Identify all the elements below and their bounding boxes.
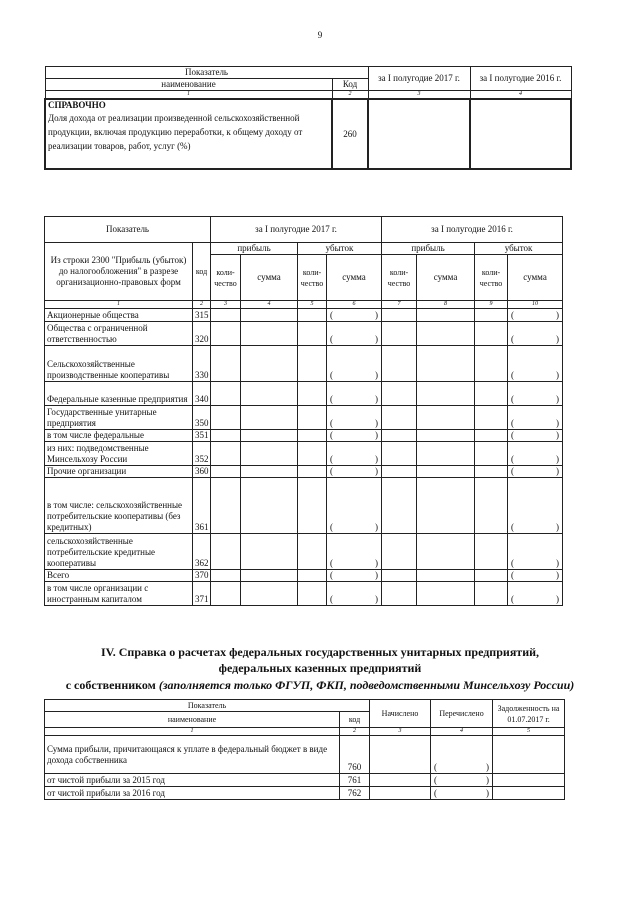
table-row — [45, 382, 563, 406]
col-num: 3 — [370, 728, 431, 736]
section-title-bold: с собственником — [65, 678, 156, 692]
header-sum: сумма — [241, 255, 298, 301]
value-cell[interactable] — [475, 534, 508, 570]
row-name: в том числе организации с иностранным капиталом — [45, 582, 193, 606]
header-accrued: Начислено — [370, 700, 431, 728]
value-cell[interactable] — [417, 346, 475, 382]
value-cell[interactable] — [211, 582, 241, 606]
header-loss: убыток — [298, 243, 382, 255]
value-cell[interactable] — [241, 309, 298, 322]
row-code: 330 — [193, 346, 211, 382]
value-cell[interactable] — [382, 442, 417, 466]
section-title-note: (заполняется только ФГУП, ФКП, подведомственными Минсельхозу России) — [158, 678, 575, 692]
header-sum: сумма — [327, 255, 382, 301]
value-cell[interactable] — [211, 406, 241, 430]
table-row — [45, 478, 563, 534]
header-transferred: Перечислено — [431, 700, 493, 728]
value-cell[interactable] — [382, 309, 417, 322]
header-loss: убыток — [475, 243, 563, 255]
value-cell[interactable] — [382, 430, 417, 442]
col-num: 2 — [332, 91, 368, 100]
header-qty: коли-чество — [211, 255, 241, 301]
col-num: 9 — [475, 301, 508, 309]
value-cell[interactable] — [370, 774, 431, 787]
value-cell[interactable] — [382, 406, 417, 430]
value-cell[interactable] — [211, 309, 241, 322]
header-profit: прибыль — [382, 243, 475, 255]
table-row — [45, 570, 563, 582]
row-name: Сельскохозяйственные производственные кооперативы — [45, 346, 193, 382]
value-cell[interactable] — [475, 382, 508, 406]
reference-title: СПРАВОЧНО — [48, 100, 106, 110]
header-profit: прибыль — [211, 243, 298, 255]
value-cell[interactable] — [382, 466, 417, 478]
reference-text: Доля дохода от реализации произведенной сельскохозяйственной продукции, включая продукцию переработки, к общему доходу от реализации товаров, работ, услуг (%) — [48, 113, 303, 151]
value-cell[interactable] — [298, 406, 327, 430]
value-cell[interactable] — [298, 346, 327, 382]
value-cell[interactable] — [475, 309, 508, 322]
row-name: из них: подведомственные Минсельхозу России — [45, 442, 193, 466]
value-cell[interactable] — [368, 99, 470, 169]
value-cell[interactable] — [475, 582, 508, 606]
loss-sum-cell[interactable]: ( ) — [327, 442, 382, 466]
value-cell[interactable] — [211, 570, 241, 582]
header-period-2016: за I полугодие 2016 г. — [470, 67, 571, 91]
value-cell[interactable] — [241, 322, 298, 346]
value-cell[interactable] — [211, 534, 241, 570]
row-code: 361 — [193, 478, 211, 534]
value-cell[interactable] — [417, 442, 475, 466]
header-indicator: Показатель — [45, 217, 211, 243]
value-cell[interactable] — [298, 582, 327, 606]
value-cell[interactable] — [470, 99, 571, 169]
value-cell[interactable] — [493, 736, 565, 774]
row-name: Акционерные общества — [45, 309, 193, 322]
col-num: 2 — [340, 728, 370, 736]
col-num: 4 — [431, 728, 493, 736]
value-cell[interactable] — [417, 406, 475, 430]
transferred-cell[interactable]: ( ) — [431, 736, 493, 774]
value-cell[interactable] — [417, 430, 475, 442]
row-code: 350 — [193, 406, 211, 430]
col-num: 2 — [193, 301, 211, 309]
col-num: 5 — [493, 728, 565, 736]
row-code: 351 — [193, 430, 211, 442]
header-period-2017: за I полугодие 2017 г. — [211, 217, 382, 243]
value-cell[interactable] — [298, 534, 327, 570]
value-cell[interactable] — [298, 309, 327, 322]
row-name: Сумма прибыли, причитающаяся к уплате в федеральный бюджет в виде дохода собственника — [45, 736, 340, 774]
value-cell[interactable] — [475, 570, 508, 582]
value-cell[interactable] — [298, 466, 327, 478]
value-cell[interactable] — [241, 466, 298, 478]
table-row — [45, 787, 565, 800]
loss-sum-cell[interactable]: ( ) — [508, 534, 563, 570]
loss-sum-cell[interactable]: ( ) — [327, 309, 382, 322]
row-name: в том числе федеральные — [45, 430, 193, 442]
value-cell[interactable] — [475, 466, 508, 478]
value-cell[interactable] — [475, 322, 508, 346]
loss-sum-cell[interactable]: ( ) — [327, 322, 382, 346]
header-indicator: Показатель — [45, 67, 368, 79]
value-cell[interactable] — [241, 430, 298, 442]
loss-sum-cell[interactable]: ( ) — [327, 430, 382, 442]
table-row — [45, 736, 565, 774]
row-name: Прочие организации — [45, 466, 193, 478]
value-cell[interactable] — [382, 582, 417, 606]
header-qty: коли-чество — [298, 255, 327, 301]
col-num: 8 — [417, 301, 475, 309]
header-period-2016: за I полугодие 2016 г. — [382, 217, 563, 243]
loss-sum-cell[interactable]: ( ) — [508, 442, 563, 466]
row-code: 762 — [340, 787, 370, 800]
table-row — [45, 322, 563, 346]
section-title-line1: IV. Справка о расчетах федеральных государственных унитарных предприятий, — [100, 645, 540, 659]
value-cell[interactable] — [382, 382, 417, 406]
row-name: Общества с ограниченной ответственностью — [45, 322, 193, 346]
row-code: 360 — [193, 466, 211, 478]
col-num: 3 — [368, 91, 470, 100]
value-cell[interactable] — [382, 534, 417, 570]
value-cell[interactable] — [211, 466, 241, 478]
value-cell[interactable] — [241, 406, 298, 430]
table-row — [45, 442, 563, 466]
value-cell[interactable] — [241, 346, 298, 382]
col-num: 4 — [470, 91, 571, 100]
value-cell[interactable] — [211, 430, 241, 442]
transferred-cell[interactable]: ( ) — [431, 787, 493, 800]
table-row — [45, 406, 563, 430]
header-qty: коли-чество — [475, 255, 508, 301]
col-num: 10 — [508, 301, 563, 309]
value-cell[interactable] — [241, 478, 298, 534]
value-cell[interactable] — [298, 430, 327, 442]
value-cell[interactable] — [382, 322, 417, 346]
value-cell[interactable] — [417, 309, 475, 322]
value-cell[interactable] — [382, 570, 417, 582]
value-cell[interactable] — [298, 478, 327, 534]
row-name: в том числе: сельскохозяйственные потребительские кооперативы (без кредитных) — [45, 478, 193, 534]
section-title-line2: федеральных казенных предприятий — [218, 661, 422, 675]
row-code: 352 — [193, 442, 211, 466]
page-number: 9 — [317, 30, 323, 40]
value-cell[interactable] — [382, 346, 417, 382]
value-cell[interactable] — [475, 406, 508, 430]
loss-sum-cell[interactable]: ( ) — [327, 570, 382, 582]
table-row — [45, 466, 563, 478]
profit-loss-table — [44, 216, 563, 606]
value-cell[interactable] — [241, 570, 298, 582]
header-indicator: Показатель — [45, 700, 370, 712]
row-code: 761 — [340, 774, 370, 787]
row-code: 362 — [193, 534, 211, 570]
loss-sum-cell[interactable]: ( ) — [508, 309, 563, 322]
section-title-line3 — [0, 678, 640, 693]
row-code: 370 — [193, 570, 211, 582]
col-num: 7 — [382, 301, 417, 309]
loss-sum-cell[interactable]: ( ) — [508, 430, 563, 442]
loss-sum-cell[interactable]: ( ) — [327, 382, 382, 406]
loss-sum-cell[interactable]: ( ) — [508, 478, 563, 534]
header-qty: коли-чество — [382, 255, 417, 301]
value-cell[interactable] — [241, 442, 298, 466]
row-code: 760 — [340, 736, 370, 774]
value-cell[interactable] — [211, 382, 241, 406]
loss-sum-cell[interactable]: ( ) — [327, 466, 382, 478]
value-cell[interactable] — [211, 478, 241, 534]
reference-code: 260 — [332, 99, 368, 169]
value-cell[interactable] — [211, 346, 241, 382]
header-description: Из строки 2300 "Прибыль (убыток) до налогообложения" в разрезе организационно-правовых форм — [45, 243, 193, 301]
row-code: 315 — [193, 309, 211, 322]
value-cell[interactable] — [298, 570, 327, 582]
value-cell[interactable] — [417, 534, 475, 570]
col-num: 4 — [241, 301, 298, 309]
reference-row — [45, 99, 332, 169]
owner-settlements-table — [44, 699, 565, 800]
table-row — [45, 309, 563, 322]
value-cell[interactable] — [475, 442, 508, 466]
value-cell[interactable] — [493, 774, 565, 787]
value-cell[interactable] — [417, 582, 475, 606]
value-cell[interactable] — [417, 466, 475, 478]
col-num: 3 — [211, 301, 241, 309]
row-name: от чистой прибыли за 2015 год — [45, 774, 340, 787]
table-row — [45, 582, 563, 606]
row-name: Государственные унитарные предприятия — [45, 406, 193, 430]
loss-sum-cell[interactable]: ( ) — [508, 322, 563, 346]
header-period-2017: за I полугодие 2017 г. — [368, 67, 470, 91]
loss-sum-cell[interactable]: ( ) — [508, 582, 563, 606]
table-row — [45, 346, 563, 382]
loss-sum-cell[interactable]: ( ) — [327, 478, 382, 534]
loss-sum-cell[interactable]: ( ) — [508, 466, 563, 478]
row-name: от чистой прибыли за 2016 год — [45, 787, 340, 800]
col-num: 1 — [45, 91, 332, 100]
value-cell[interactable] — [475, 430, 508, 442]
table-row — [45, 774, 565, 787]
value-cell[interactable] — [370, 736, 431, 774]
header-sum: сумма — [508, 255, 563, 301]
value-cell[interactable] — [211, 442, 241, 466]
value-cell[interactable] — [493, 787, 565, 800]
table-row — [45, 534, 563, 570]
col-num: 5 — [298, 301, 327, 309]
value-cell[interactable] — [475, 478, 508, 534]
row-name: Федеральные казенные предприятия — [45, 382, 193, 406]
col-num: 1 — [45, 728, 340, 736]
row-code: 340 — [193, 382, 211, 406]
value-cell[interactable] — [370, 787, 431, 800]
reference-table — [44, 66, 572, 170]
value-cell[interactable] — [417, 322, 475, 346]
table-row — [45, 430, 563, 442]
value-cell[interactable] — [417, 478, 475, 534]
header-code: код — [193, 243, 211, 301]
col-num: 1 — [45, 301, 193, 309]
header-code: Код — [332, 79, 368, 91]
row-code: 320 — [193, 322, 211, 346]
col-num: 6 — [327, 301, 382, 309]
loss-sum-cell[interactable]: ( ) — [327, 534, 382, 570]
header-name: наименование — [45, 79, 332, 91]
value-cell[interactable] — [241, 382, 298, 406]
loss-sum-cell[interactable]: ( ) — [508, 346, 563, 382]
row-name: сельскохозяйственные потребительские кредитные кооперативы — [45, 534, 193, 570]
value-cell[interactable] — [417, 382, 475, 406]
loss-sum-cell[interactable]: ( ) — [508, 570, 563, 582]
value-cell[interactable] — [241, 582, 298, 606]
loss-sum-cell[interactable]: ( ) — [327, 406, 382, 430]
value-cell[interactable] — [475, 346, 508, 382]
transferred-cell[interactable]: ( ) — [431, 774, 493, 787]
header-debt: Задолженность на 01.07.2017 г. — [493, 700, 565, 728]
loss-sum-cell[interactable]: ( ) — [327, 346, 382, 382]
header-name: наименование — [45, 712, 340, 728]
value-cell[interactable] — [382, 478, 417, 534]
loss-sum-cell[interactable]: ( ) — [327, 582, 382, 606]
loss-sum-cell[interactable]: ( ) — [508, 382, 563, 406]
loss-sum-cell[interactable]: ( ) — [508, 406, 563, 430]
value-cell[interactable] — [298, 442, 327, 466]
value-cell[interactable] — [417, 570, 475, 582]
row-name: Всего — [45, 570, 193, 582]
header-code: код — [340, 712, 370, 728]
header-sum: сумма — [417, 255, 475, 301]
value-cell[interactable] — [298, 382, 327, 406]
value-cell[interactable] — [211, 322, 241, 346]
value-cell[interactable] — [298, 322, 327, 346]
value-cell[interactable] — [241, 534, 298, 570]
row-code: 371 — [193, 582, 211, 606]
